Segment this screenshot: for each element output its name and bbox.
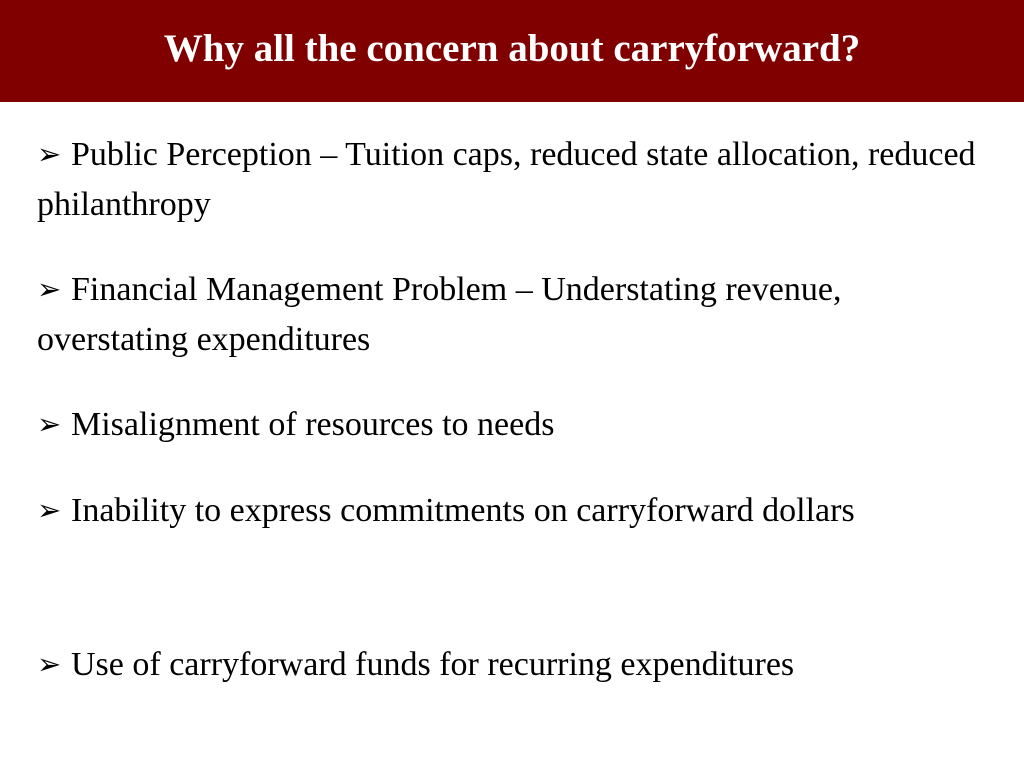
bullet-text: Public Perception – Tuition caps, reduced state allocation, reduced philanthropy bbox=[37, 136, 976, 223]
arrowhead-bullet-icon: ➢ bbox=[37, 495, 62, 527]
arrowhead-bullet-icon: ➢ bbox=[37, 274, 62, 306]
title-bar bbox=[0, 0, 1024, 102]
bullet-item bbox=[37, 640, 997, 690]
bullet-text: Inability to express commitments on carryforward dollars bbox=[71, 492, 855, 529]
bullet-text: Misalignment of resources to needs bbox=[71, 406, 555, 443]
bullet-item bbox=[37, 265, 997, 365]
slide-title: Why all the concern about carryforward? bbox=[163, 26, 861, 70]
bullet-text: Use of carryforward funds for recurring expenditures bbox=[71, 646, 795, 683]
arrowhead-bullet-icon: ➢ bbox=[37, 409, 62, 441]
bullet-item bbox=[37, 486, 997, 536]
bullet-text: Financial Management Problem – Understating revenue, overstating expenditures bbox=[37, 271, 842, 358]
bullet-item bbox=[37, 400, 997, 450]
arrowhead-bullet-icon: ➢ bbox=[37, 139, 62, 171]
arrowhead-bullet-icon: ➢ bbox=[37, 649, 62, 681]
bullet-item bbox=[37, 130, 997, 230]
